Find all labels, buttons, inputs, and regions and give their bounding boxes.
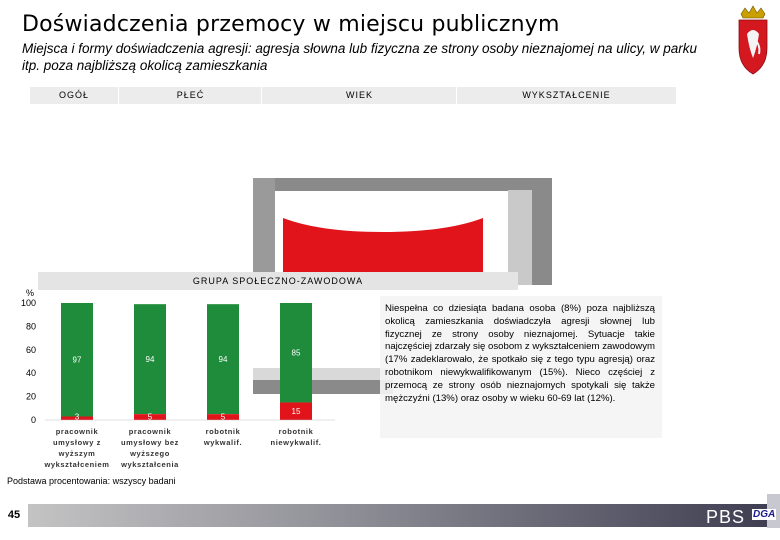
x-tick-label: niewykwalif. [270, 438, 322, 447]
y-tick-label: 20 [25, 391, 36, 402]
data-label-no: 97 [72, 355, 82, 365]
stacked-bar-chart [0, 0, 380, 475]
y-tick-label: 80 [25, 321, 36, 332]
frame-right-dark [532, 190, 552, 285]
page-number: 45 [0, 504, 28, 527]
y-tick-label: 0 [30, 415, 36, 425]
data-label-yes: 5 [220, 412, 226, 422]
x-tick-label: pracownik [55, 427, 99, 436]
commentary-text: Niespełna co dziesiąta badana osoba (8%) poza najbliższą okolicą zamieszkania doświadczyła agresji słownej lub fizycznej ze strony osoby nieznajomej. Sytuacje takie najczęściej zdarzały się osobom z wykształceniem zawodowym (17% zadeklarowało, że spotkało się z tego typu agresją) oraz robotnikom niewykwalifikowanym (15%). Nieco częściej z przemocą ze strony osób nieznajomych spotykali się także mężczyźni (13%) oraz osoby w wieku 60-69 lat (12%). [385, 303, 655, 404]
x-tick-label: wykształcenia [121, 460, 179, 469]
tab-plec[interactable]: PŁEĆ [118, 87, 262, 104]
tab-wiek[interactable]: WIEK [261, 87, 457, 104]
slide-title: Doświadczenia przemocy w miejscu publicznym [22, 12, 560, 37]
x-tick-label: wykwalif. [203, 438, 243, 447]
x-tick-label: umysłowy bez [120, 438, 180, 447]
tab-ogol[interactable]: OGÓŁ [30, 87, 118, 104]
x-tick-label: wyższego [130, 449, 170, 458]
dga-logo: DGA [753, 509, 776, 520]
data-label-no: 94 [218, 355, 228, 365]
footer-bar [0, 504, 780, 527]
x-tick-label: pracownik [128, 427, 172, 436]
tab-wyksztalcenie[interactable]: WYKSZTAŁCENIE [456, 87, 676, 104]
slide-subtitle: Miejsca i formy doświadczenia agresji: agresja słowna lub fizyczna ze strony osoby nieznajomej na ulicy, w parku itp. poza najbliższą okolicą zamieszkania [22, 41, 698, 73]
data-label-yes: 5 [147, 412, 153, 422]
y-tick-label: 60 [25, 344, 36, 355]
data-label-no: 85 [291, 348, 301, 358]
frame-right-light [508, 190, 532, 285]
x-tick-label: umysłowy z [52, 438, 102, 447]
y-axis-ticks [21, 298, 36, 425]
bars-group [45, 303, 335, 422]
group-label-bar: GRUPA SPOŁECZNO-ZAWODOWA [38, 272, 518, 290]
y-axis-label: % [26, 288, 35, 298]
x-tick-label: wykształceniem [44, 460, 110, 469]
base-note: Podstawa procentowania: wszyscy badani [4, 476, 179, 486]
x-tick-label: wyższym [58, 449, 96, 458]
x-axis-labels [43, 427, 321, 469]
y-tick-label: 100 [20, 298, 36, 308]
y-tick-label: 40 [25, 368, 36, 379]
x-tick-label: robotnik [205, 427, 241, 436]
data-label-no: 94 [145, 355, 155, 365]
data-label-yes: 15 [291, 407, 301, 417]
x-tick-label: robotnik [278, 427, 314, 436]
pbs-logo: PBS [706, 507, 746, 527]
data-label-yes: 3 [74, 412, 80, 422]
